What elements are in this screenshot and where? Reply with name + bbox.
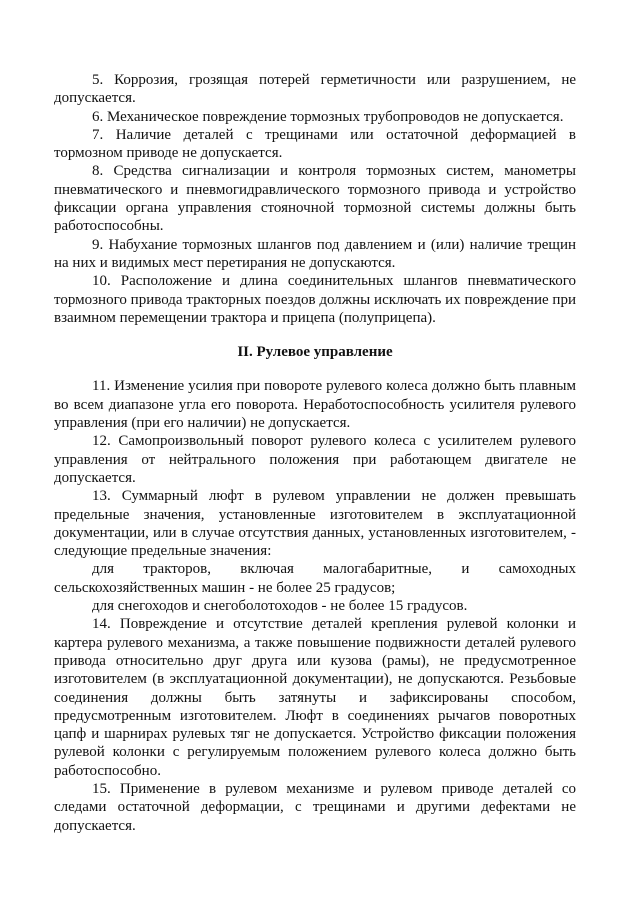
- paragraph-6: 6. Механическое повреждение тормозных трубопроводов не допускается.: [92, 108, 564, 125]
- paragraph-11: 11. Изменение усилия при повороте рулевого колеса должно быть плавным во всем диапазоне угла его поворота. Неработоспособность усилителя рулевого управления (при его наличии) не допускается.: [54, 378, 576, 432]
- paragraph-10: 10. Расположение и длина соединительных шлангов пневматического тормозного привода тракторных поездов должны исключать их повреждение при взаимном перемещении трактора и прицепа (полуприцепа).: [54, 273, 576, 326]
- limit-snowmobiles: для снегоходов и снегоболотоходов - не более 15 градусов.: [92, 598, 468, 615]
- paragraph-7: 7. Наличие деталей с трещинами или остаточной деформацией в тормозном приводе не допускается.: [54, 126, 576, 162]
- limit-tractors-line-2: сельскохозяйственных машин - не более 25 градусов;: [54, 579, 396, 596]
- paragraph-15: 15. Применение в рулевом механизме и рулевом приводе деталей со следами остаточной деформации, с трещинами и другими дефектами не допускается.: [54, 780, 576, 834]
- section-heading: II. Рулевое управление: [237, 344, 393, 361]
- limit-tractors-line-1: для тракторов, включая малогабаритные, и самоходных: [92, 561, 576, 578]
- paragraph-9: 9. Набухание тормозных шлангов под давлением и (или) наличие трещин на них и видимых мест перетирания не допускаются.: [54, 236, 576, 271]
- paragraph-12: 12. Самопроизвольный поворот рулевого колеса с усилителем рулевого управления от нейтрального положения при работающем двигателе не допускается.: [54, 433, 576, 486]
- paragraph-8: 8. Средства сигнализации и контроля тормозных систем, манометры пневматического и пневмогидравлического тормозного привода и устройство фиксации органа управления стояночной тормозной системы должны быть работоспособны.: [54, 163, 576, 235]
- paragraph-13: 13. Суммарный люфт в рулевом управлении не должен превышать предельные значения, установленные изготовителем в эксплуатационной документации, или в случае отсутствия данных, установленных изготовителем, - следующие предельные значения:: [54, 488, 576, 560]
- document-body: [54, 71, 576, 835]
- paragraph-14: 14. Повреждение и отсутствие деталей крепления рулевой колонки и картера рулевого механизма, а также повышение подвижности деталей рулевого привода относительно друг друга или кузова (рамы), не предусмотренное изготовителем (в эксплуатационной документации), не допускаются. Резьбовые соединения должны быть затянуты и зафиксированы способом, предусмотренным изготовителем. Люфт в соединениях рычагов поворотных цапф и шарнирах рулевых тяг не допускается. Устройство фиксации положения рулевой колонки с регулируемым положением рулевого колеса должно быть работоспособно.: [54, 616, 576, 779]
- paragraph-5: 5. Коррозия, грозящая потерей герметичности или разрушением, не допускается.: [54, 72, 576, 107]
